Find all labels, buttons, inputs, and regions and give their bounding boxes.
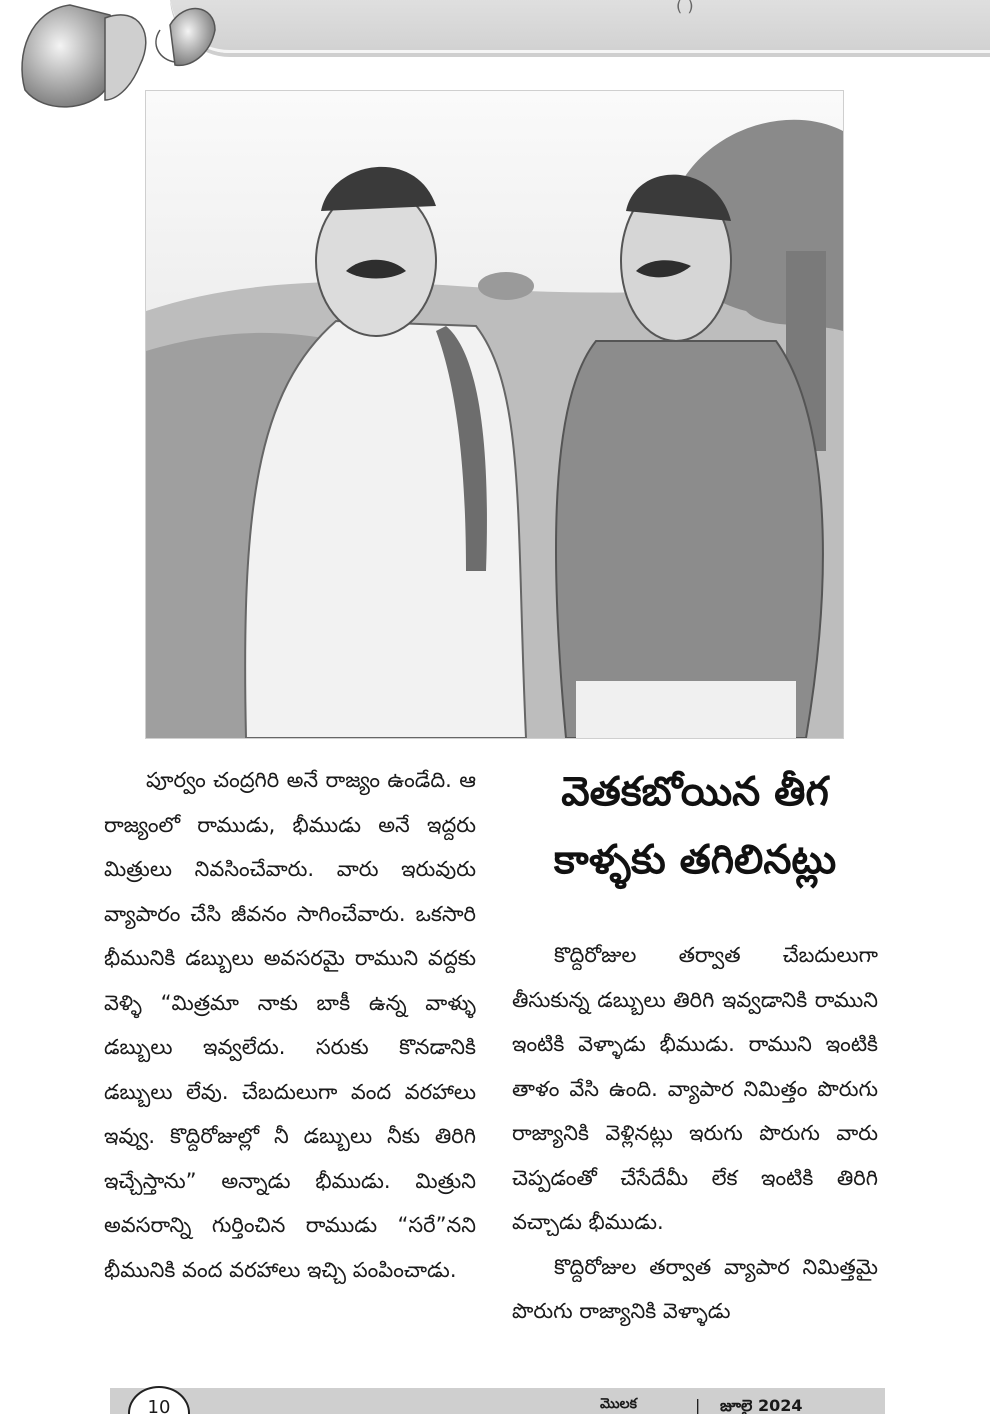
story-title <box>515 758 875 894</box>
story-illustration <box>145 90 844 739</box>
story-left-column <box>104 758 476 1292</box>
story-paragraph: కొద్దిరోజుల తర్వాత వ్యాపార నిమిత్తమై పొరుగు రాజ్యానికి వెళ్ళాడు <box>512 1254 878 1323</box>
footer-separator: | <box>695 1396 701 1414</box>
story-title-line-1: వెతకబోయిన తీగ <box>561 769 829 815</box>
story-right-column <box>512 933 878 1334</box>
story-title-line-2: కాళ్ళకు తగిలినట్లు <box>553 837 837 883</box>
footer-date: జూలై 2024 <box>720 1396 803 1414</box>
header-mark: ( ) <box>676 0 694 15</box>
story-paragraph: పూర్వం చంద్రగిరి అనే రాజ్యం ఉండేది. ఆ రాజ్యంలో రాముడు, భీముడు అనే ఇద్దరు మిత్రులు నివసించేవారు. వారు ఇరువురు వ్యాపారం చేసి జీవనం సాగించేవారు. ఒకసారి భీమునికి డబ్బులు అవసరమై రాముని వద్దకు వెళ్ళి “మిత్రమా నాకు బాకీ ఉన్న వాళ్ళు డబ్బులు ఇవ్వలేదు. సరుకు కొనడానికి డబ్బులు లేవు. చేబదులుగా వంద వరహాలు ఇవ్వు. కొద్దిరోజుల్లో నీ డబ్బులు నీకు తిరిగి ఇచ్చేస్తాను” అన్నాడు భీముడు. మిత్రుని అవసరాన్ని గుర్తించిన రాముడు “సరే”నని భీమునికి వంద వరహాలు ఇచ్చి పంపించాడు. <box>104 768 476 1282</box>
header-band <box>170 0 990 53</box>
page-number: 10 <box>128 1386 190 1414</box>
footer-brand: మొలక <box>600 1396 637 1412</box>
story-paragraph: కొద్దిరోజుల తర్వాత చేబదులుగా తీసుకున్న డబ్బులు తిరిగి ఇవ్వడానికి రాముని ఇంటికి వెళ్ళాడు భీముడు. రాముని ఇంటికి తాళం వేసి ఉంది. వ్యాపార నిమిత్తం పొరుగు రాజ్యానికి వెళ్లినట్లు ఇరుగు పొరుగు వారు చెప్పడంతో చేసేదేమీ లేక ఇంటికి తిరిగి వచ్చాడు భీముడు. <box>512 943 878 1234</box>
